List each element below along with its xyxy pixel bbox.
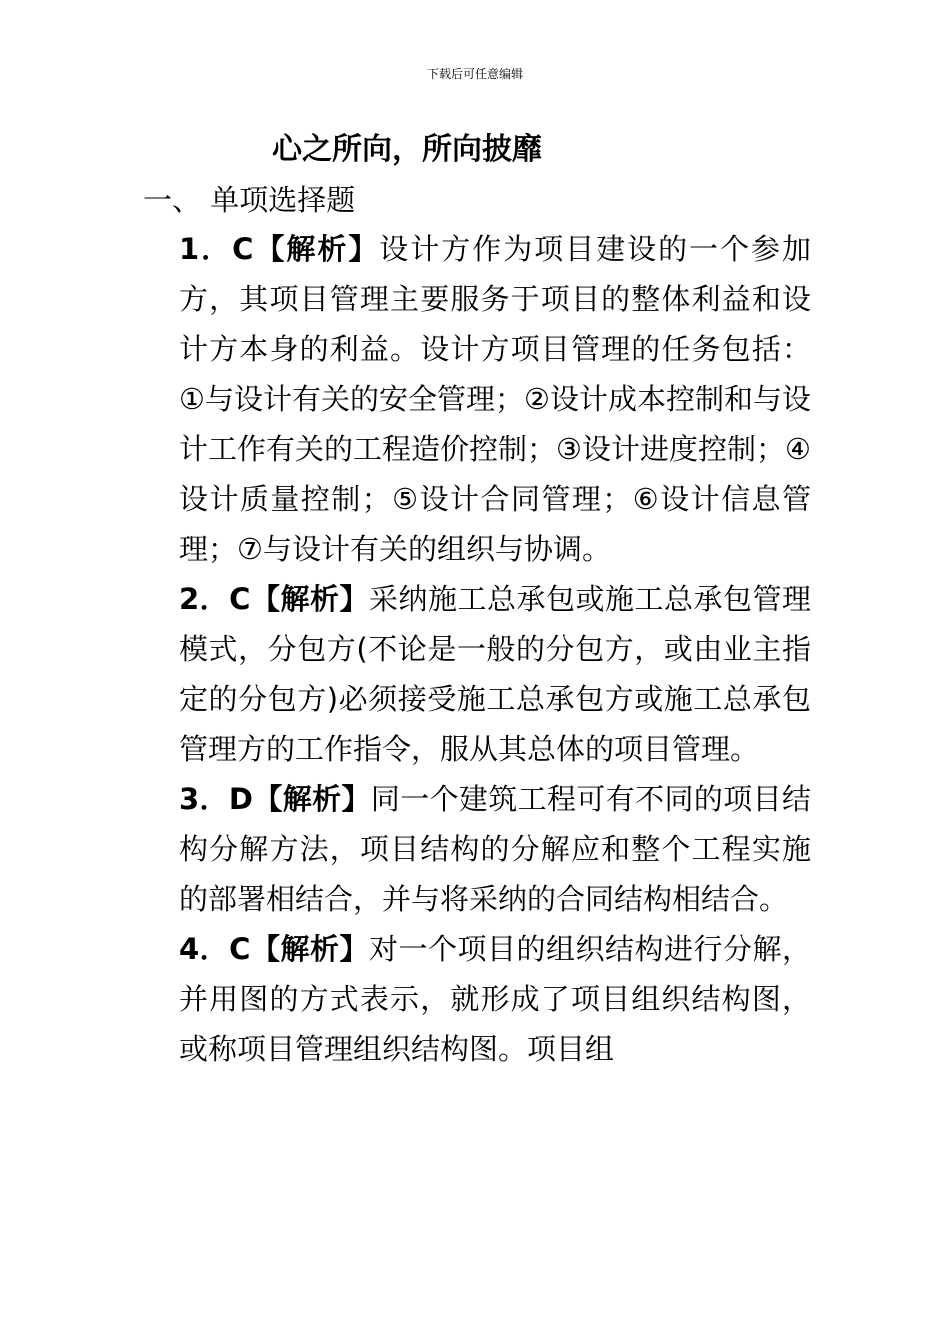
answer-item-3 (179, 774, 811, 924)
answer-item-4 (179, 924, 811, 1074)
answer-list (179, 224, 811, 1074)
header-note: 下载后可任意编辑 (426, 67, 523, 81)
section-heading: 一、 单项选择题 (143, 183, 356, 217)
answer-explanation: 设计方作为项目建设的一个参加方，其项目管理主要服务于项目的整体利益和设计方本身的利益。设计方项目管理的任务包括：①与设计有关的安全管理；②设计成本控制和与设计工作有关的工程造价控制；③设计进度控制；④设计质量控制；⑤设计合同管理；⑥设计信息管理；⑦与设计有关的组织与协调。 (179, 232, 811, 566)
answer-key: 1．C【解析】 (179, 232, 380, 266)
page-title: 心之所向，所向披靡 (272, 132, 542, 167)
answer-key: 3．D【解析】 (179, 782, 371, 816)
answer-item-1 (179, 224, 811, 574)
answer-explanation: 同一个建筑工程可有不同的项目结构分解方法，项目结构的分解应和整个工程实施的部署相结合，并与将采纳的合同结构相结合。 (179, 782, 811, 916)
answer-item-2 (179, 574, 811, 774)
answer-key: 4．C【解析】 (179, 932, 369, 966)
answer-key: 2．C【解析】 (179, 582, 369, 616)
answer-explanation: 采纳施工总承包或施工总承包管理模式，分包方(不论是一般的分包方，或由业主指定的分包方)必须接受施工总承包方或施工总承包管理方的工作指令，服从其总体的项目管理。 (179, 582, 811, 766)
answer-explanation: 对一个项目的组织结构进行分解，并用图的方式表示，就形成了项目组织结构图，或称项目管理组织结构图。项目组 (179, 932, 811, 1066)
